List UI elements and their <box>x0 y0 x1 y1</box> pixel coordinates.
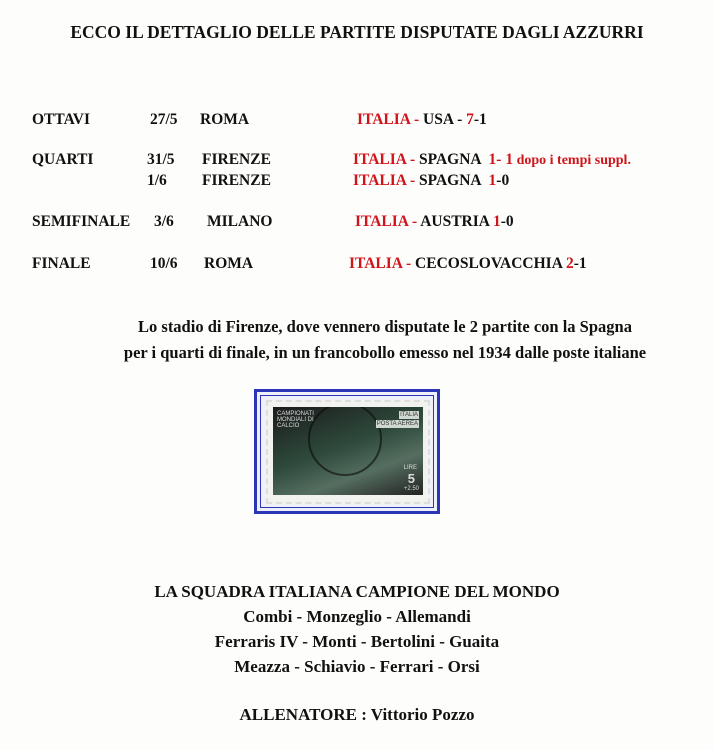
match-result <box>353 151 631 169</box>
result-score-rest: -0 <box>500 213 514 230</box>
result-sep: - <box>408 213 421 230</box>
result-away: CECOSLOVACCHIA <box>415 255 566 272</box>
page-title: ECCO IL DETTAGLIO DELLE PARTITE DISPUTATE DAGLI AZZURRI <box>70 22 644 42</box>
result-sep: - <box>406 172 420 189</box>
match-result <box>353 172 509 190</box>
team-heading: LA SQUADRA ITALIANA CAMPIONE DEL MONDO <box>154 582 560 601</box>
result-away: AUSTRIA <box>420 213 493 230</box>
result-home: ITALIA <box>349 255 403 272</box>
result-away: USA - <box>423 111 467 128</box>
match-city: FIRENZE <box>202 172 271 189</box>
team-line: Ferraris IV - Monti - Bertolini - Guaita <box>214 632 500 651</box>
match-date: 10/6 <box>150 255 178 272</box>
stamp-image: CAMPIONATI MONDIALI DI CALCIO ITALIA POSTA AEREA LIRE 5 +2.50 <box>266 400 430 504</box>
result-home: ITALIA <box>353 151 407 168</box>
match-round: QUARTI <box>32 151 94 168</box>
match-result <box>349 255 587 273</box>
result-score-home: 2 <box>565 255 574 272</box>
team-line: Combi - Monzeglio - Allemandi <box>243 607 471 626</box>
match-city: ROMA <box>204 255 254 272</box>
match-round: FINALE <box>32 255 91 272</box>
caption-line-2: per i quarti di finale, in un francobollo emesso nel 1934 dalle poste italiane <box>123 343 647 362</box>
match-city: FIRENZE <box>202 151 271 168</box>
match-date: 27/5 <box>150 111 178 128</box>
match-date: 1/6 <box>147 172 167 189</box>
match-date: 3/6 <box>154 213 174 230</box>
result-score-rest: -1 <box>573 255 587 272</box>
result-home: ITALIA <box>355 213 409 230</box>
stamp-mount <box>254 389 440 514</box>
result-score-home: 1 <box>492 213 501 230</box>
result-note: dopo i tempi suppl. <box>513 153 631 168</box>
result-away: SPAGNA <box>419 151 489 168</box>
match-round: OTTAVI <box>32 111 91 128</box>
match-date: 31/5 <box>147 151 175 168</box>
match-round: SEMIFINALE <box>32 213 131 230</box>
result-score-rest: -0 <box>496 172 510 189</box>
result-sep: - <box>402 255 416 272</box>
coach: ALLENATORE : Vittorio Pozzo <box>239 705 475 724</box>
result-home: ITALIA <box>357 111 411 128</box>
result-sep: - <box>410 111 424 128</box>
match-result <box>355 213 514 231</box>
team-line: Meazza - Schiavio - Ferrari - Orsi <box>234 657 480 676</box>
match-result <box>357 111 487 129</box>
result-score-home: 1- 1 <box>488 151 514 168</box>
result-score-home: 1 <box>488 172 497 189</box>
caption-line-1: Lo stadio di Firenze, dove vennero disputate le 2 partite con la Spagna <box>138 317 632 336</box>
match-city: ROMA <box>200 111 250 128</box>
result-away: SPAGNA <box>419 172 489 189</box>
result-score-home: 7 <box>466 111 474 128</box>
result-score-rest: -1 <box>473 111 487 128</box>
result-sep: - <box>406 151 420 168</box>
match-city: MILANO <box>207 213 273 230</box>
result-home: ITALIA <box>353 172 407 189</box>
